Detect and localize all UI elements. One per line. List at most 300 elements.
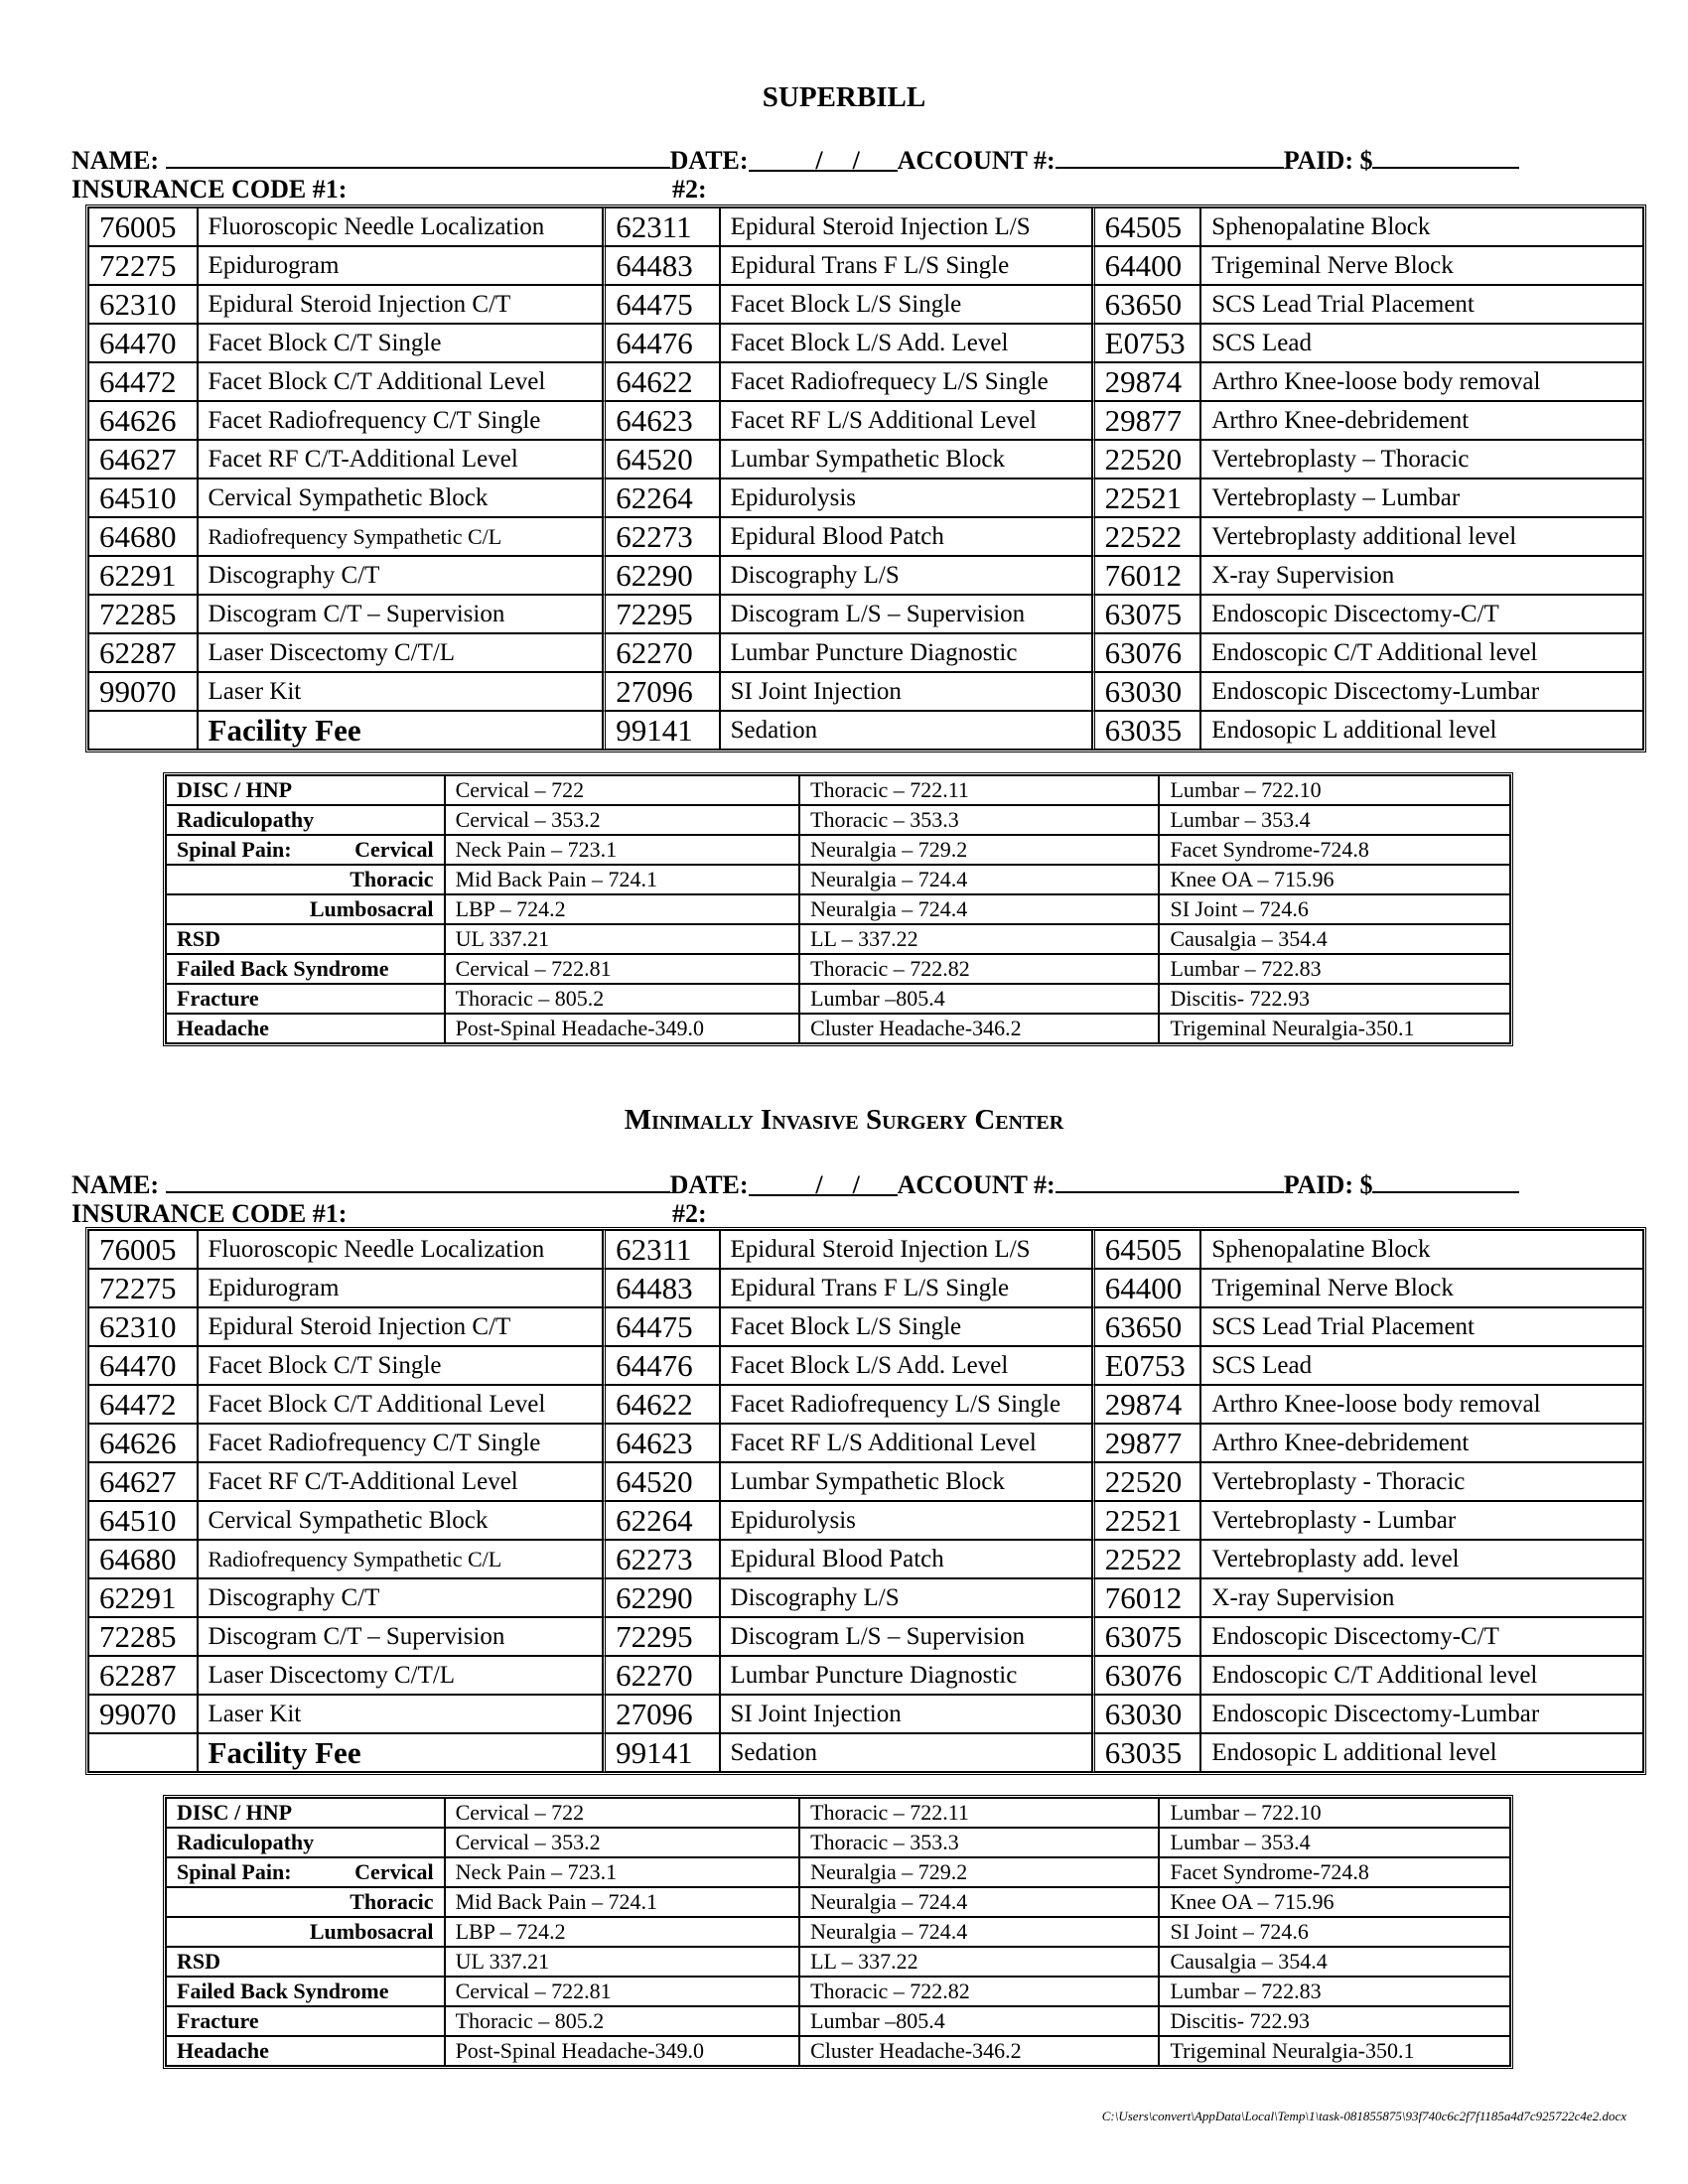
diagnosis-code: Neuralgia – 724.4 [799, 1887, 1159, 1917]
procedure-code: 64626 [88, 1424, 198, 1462]
procedure-description: Discogram L/S – Supervision [720, 1617, 1092, 1656]
diagnosis-subcategory-label: Lumbosacral [309, 896, 434, 921]
account-label: ACCOUNT #: [897, 146, 1055, 175]
diagnosis-code: Facet Syndrome-724.8 [1159, 835, 1510, 865]
date-field[interactable] [749, 1170, 898, 1199]
procedure-description: Epidural Steroid Injection C/T [198, 1307, 604, 1346]
diagnosis-code: Mid Back Pain – 724.1 [445, 1887, 800, 1917]
procedure-code: 64505 [1092, 1230, 1201, 1269]
procedure-code: 64510 [88, 478, 198, 517]
procedure-code: 64470 [88, 1346, 198, 1385]
diagnosis-code: Neck Pain – 723.1 [445, 1857, 800, 1887]
procedure-description: Epidural Blood Patch [720, 517, 1092, 556]
procedure-description: Discography L/S [720, 1578, 1092, 1617]
procedure-code: 62310 [88, 285, 198, 324]
procedure-code: 99070 [88, 1695, 198, 1733]
procedure-code: 22522 [1092, 1540, 1201, 1578]
procedure-description: Discography L/S [720, 556, 1092, 595]
diagnosis-code: Thoracic – 722.82 [799, 1977, 1159, 2006]
procedure-description: Trigeminal Nerve Block [1200, 246, 1643, 285]
diagnosis-code: Lumbar – 722.10 [1159, 1798, 1510, 1828]
procedure-description: Epidural Steroid Injection L/S [720, 1230, 1092, 1269]
diagnosis-category [166, 984, 445, 1014]
procedure-description: Facet Block C/T Single [198, 1346, 604, 1385]
diagnosis-code: Neck Pain – 723.1 [445, 835, 800, 865]
diagnosis-row [166, 1917, 1510, 1947]
diagnosis-row [166, 775, 1510, 805]
diagnosis-code: LBP – 724.2 [445, 1917, 800, 1947]
procedure-description: Lumbar Sympathetic Block [720, 1462, 1092, 1501]
diagnosis-code: Cervical – 722.81 [445, 954, 800, 984]
diagnosis-category [166, 924, 445, 954]
diagnosis-category-label: Spinal Pain: [177, 837, 292, 862]
procedure-description: Sphenopalatine Block [1200, 207, 1643, 246]
procedure-code: 76005 [88, 1230, 198, 1269]
procedure-code: 64623 [603, 401, 719, 440]
diagnosis-code: Cervical – 353.2 [445, 1828, 800, 1857]
procedure-code: 64520 [603, 1462, 719, 1501]
procedure-row [88, 324, 1643, 362]
procedure-description: Facet RF L/S Additional Level [720, 1424, 1092, 1462]
procedure-description: Epidurogram [198, 246, 604, 285]
procedure-description: Facet Block C/T Additional Level [198, 1385, 604, 1424]
diagnosis-row [166, 1798, 1510, 1828]
diagnosis-subcategory-label: Cervical [354, 1859, 434, 1884]
diagnosis-code: Thoracic – 805.2 [445, 984, 800, 1014]
procedure-code: 29874 [1092, 1385, 1201, 1424]
procedure-description: SI Joint Injection [720, 672, 1092, 711]
file-path-footer: C:\Users\convert\AppData\Local\Temp\1\task-081855875\93f740c6c2f7f1185a4d7c925722c4e2.docx [1101, 2109, 1626, 2123]
procedure-row [88, 401, 1643, 440]
procedure-description: Endoscopic Discectomy-Lumbar [1200, 1695, 1643, 1733]
diagnosis-row [166, 894, 1510, 924]
diagnosis-category [166, 2006, 445, 2036]
date-slash: / [852, 1170, 860, 1199]
procedure-description: Discogram C/T – Supervision [198, 1617, 604, 1656]
procedure-code: 99141 [603, 1733, 719, 1772]
procedure-description: Facet RF C/T-Additional Level [198, 440, 604, 478]
diagnosis-category [166, 865, 445, 894]
procedure-code: 64520 [603, 440, 719, 478]
procedure-row [88, 633, 1643, 672]
procedure-description: Vertebroplasty - Thoracic [1200, 1462, 1643, 1501]
procedure-code: 29877 [1092, 401, 1201, 440]
diagnosis-code: Lumbar –805.4 [799, 984, 1159, 1014]
procedure-description: Endoscopic Discectomy-C/T [1200, 1617, 1643, 1656]
procedure-codes-table [85, 205, 1646, 752]
diagnosis-subcategory-label: Thoracic [350, 867, 434, 891]
diagnosis-category [166, 1798, 445, 1828]
name-label: NAME: [71, 146, 160, 175]
header-row-2 [71, 1199, 707, 1229]
procedure-code: 29877 [1092, 1424, 1201, 1462]
procedure-code: 64472 [88, 362, 198, 401]
diagnosis-code: Lumbar – 722.83 [1159, 1977, 1510, 2006]
diagnosis-category [166, 1857, 445, 1887]
name-label: NAME: [71, 1170, 160, 1199]
procedure-description: Discogram L/S – Supervision [720, 595, 1092, 633]
procedure-description: Vertebroplasty – Thoracic [1200, 440, 1643, 478]
procedure-row [88, 478, 1643, 517]
procedure-description: Epidurolysis [720, 478, 1092, 517]
diagnosis-code: Neuralgia – 729.2 [799, 835, 1159, 865]
procedure-code: 22520 [1092, 440, 1201, 478]
diagnosis-row [166, 865, 1510, 894]
diagnosis-category-label: Spinal Pain: [177, 1859, 292, 1884]
diagnosis-category [166, 894, 445, 924]
procedure-code: 64475 [603, 285, 719, 324]
procedure-description: Cervical Sympathetic Block [198, 478, 604, 517]
procedure-description: Facet Radiofrequency L/S Single [720, 1385, 1092, 1424]
procedure-code: 62287 [88, 633, 198, 672]
procedure-row [88, 440, 1643, 478]
procedure-code: 64472 [88, 1385, 198, 1424]
diagnosis-code: Thoracic – 722.82 [799, 954, 1159, 984]
procedure-row [88, 556, 1643, 595]
procedure-description: X-ray Supervision [1200, 556, 1643, 595]
header-row-1 [71, 1167, 1519, 1200]
procedure-row [88, 1617, 1643, 1656]
diagnosis-row [166, 1828, 1510, 1857]
procedure-code: 72285 [88, 595, 198, 633]
diagnosis-category [166, 1828, 445, 1857]
procedure-code: 63030 [1092, 672, 1201, 711]
procedure-description: Endoscopic Discectomy-Lumbar [1200, 672, 1643, 711]
procedure-description: Vertebroplasty additional level [1200, 517, 1643, 556]
procedure-code: 64400 [1092, 246, 1201, 285]
procedure-code: 62290 [603, 556, 719, 595]
diagnosis-category [166, 1977, 445, 2006]
procedure-description: Discogram C/T – Supervision [198, 595, 604, 633]
procedure-description: Laser Discectomy C/T/L [198, 1656, 604, 1695]
procedure-code: 63035 [1092, 1733, 1201, 1772]
procedure-description: Radiofrequency Sympathetic C/L [198, 517, 604, 556]
procedure-description: Radiofrequency Sympathetic C/L [198, 1540, 604, 1578]
diagnosis-category-label: Fracture [177, 2008, 259, 2033]
account-field[interactable] [1055, 143, 1284, 169]
diagnosis-code: Trigeminal Neuralgia-350.1 [1159, 2036, 1510, 2066]
account-label: ACCOUNT #: [897, 1170, 1055, 1199]
diagnosis-row [166, 2006, 1510, 2036]
insurance-code-2-label: #2: [672, 1199, 707, 1228]
procedure-code: 72285 [88, 1617, 198, 1656]
procedure-code: 27096 [603, 1695, 719, 1733]
procedure-code: 64476 [603, 324, 719, 362]
paid-label: PAID: $ [1283, 146, 1373, 175]
procedure-code: 63076 [1092, 633, 1201, 672]
procedure-code: 76012 [1092, 1578, 1201, 1617]
diagnosis-code: Lumbar –805.4 [799, 2006, 1159, 2036]
diagnosis-code: Knee OA – 715.96 [1159, 865, 1510, 894]
diagnosis-category-label: DISC / HNP [177, 777, 293, 802]
procedure-code: 62273 [603, 517, 719, 556]
diagnosis-category [166, 805, 445, 835]
procedure-row [88, 595, 1643, 633]
account-field[interactable] [1055, 1167, 1284, 1193]
procedure-description: Arthro Knee-debridement [1200, 1424, 1643, 1462]
procedure-row [88, 1346, 1643, 1385]
procedure-code: 62273 [603, 1540, 719, 1578]
procedure-code: 72275 [88, 1269, 198, 1307]
procedure-description: Cervical Sympathetic Block [198, 1501, 604, 1540]
procedure-description: Endosopic L additional level [1200, 1733, 1643, 1772]
procedure-description: Vertebroplasty – Lumbar [1200, 478, 1643, 517]
diagnosis-category-label: Headache [177, 1016, 269, 1040]
procedure-code: 63650 [1092, 1307, 1201, 1346]
diagnosis-code: Causalgia – 354.4 [1159, 924, 1510, 954]
procedure-codes-table [85, 1227, 1646, 1775]
procedure-code: 22521 [1092, 1501, 1201, 1540]
diagnosis-code: Post-Spinal Headache-349.0 [445, 1014, 800, 1043]
procedure-code: 64400 [1092, 1269, 1201, 1307]
diagnosis-category-label: Failed Back Syndrome [177, 956, 389, 981]
header-row-1 [71, 143, 1519, 176]
procedure-description: Facility Fee [198, 1733, 604, 1772]
procedure-row [88, 1462, 1643, 1501]
procedure-description: Lumbar Puncture Diagnostic [720, 1656, 1092, 1695]
diagnosis-category [166, 1887, 445, 1917]
procedure-description: Discography C/T [198, 556, 604, 595]
procedure-code: 63076 [1092, 1656, 1201, 1695]
diagnosis-category-label: Radiculopathy [177, 1830, 315, 1854]
procedure-code: 63650 [1092, 285, 1201, 324]
diagnosis-row [166, 1947, 1510, 1977]
procedure-description: Sphenopalatine Block [1200, 1230, 1643, 1269]
diagnosis-code: SI Joint – 724.6 [1159, 894, 1510, 924]
diagnosis-code: SI Joint – 724.6 [1159, 1917, 1510, 1947]
procedure-code: 63030 [1092, 1695, 1201, 1733]
diagnosis-category [166, 1917, 445, 1947]
diagnosis-code: Cluster Headache-346.2 [799, 2036, 1159, 2066]
procedure-code: 62291 [88, 556, 198, 595]
procedure-description: Arthro Knee-loose body removal [1200, 362, 1643, 401]
diagnosis-row [166, 2036, 1510, 2066]
diagnosis-code: Lumbar – 353.4 [1159, 805, 1510, 835]
procedure-row [88, 207, 1643, 246]
procedure-description: Epidural Trans F L/S Single [720, 1269, 1092, 1307]
procedure-description: Facet Block C/T Single [198, 324, 604, 362]
procedure-description: Facet Block L/S Add. Level [720, 1346, 1092, 1385]
procedure-code: 63075 [1092, 595, 1201, 633]
procedure-code: 64505 [1092, 207, 1201, 246]
procedure-code: 22522 [1092, 517, 1201, 556]
diagnosis-code: Knee OA – 715.96 [1159, 1887, 1510, 1917]
procedure-code: 72275 [88, 246, 198, 285]
procedure-description: Facet Block L/S Single [720, 1307, 1092, 1346]
procedure-code: 62311 [603, 1230, 719, 1269]
diagnosis-category-label: DISC / HNP [177, 1800, 293, 1825]
procedure-code: 63075 [1092, 1617, 1201, 1656]
diagnosis-code: Cervical – 722 [445, 775, 800, 805]
date-slash: / [852, 146, 860, 175]
diagnosis-code: Lumbar – 353.4 [1159, 1828, 1510, 1857]
procedure-description: Facet Radiofrequency C/T Single [198, 1424, 604, 1462]
diagnosis-code: Trigeminal Neuralgia-350.1 [1159, 1014, 1510, 1043]
diagnosis-code: Post-Spinal Headache-349.0 [445, 2036, 800, 2066]
diagnosis-row [166, 954, 1510, 984]
procedure-description: Endoscopic C/T Additional level [1200, 1656, 1643, 1695]
date-label: DATE: [669, 146, 749, 175]
procedure-code: 64680 [88, 1540, 198, 1578]
diagnosis-row [166, 1887, 1510, 1917]
procedure-description: Facet RF L/S Additional Level [720, 401, 1092, 440]
procedure-code: 64622 [603, 362, 719, 401]
procedure-row [88, 711, 1643, 750]
diagnosis-row [166, 805, 1510, 835]
procedure-row [88, 517, 1643, 556]
procedure-code: 62291 [88, 1578, 198, 1617]
procedure-code: 62264 [603, 1501, 719, 1540]
procedure-code: 62310 [88, 1307, 198, 1346]
insurance-code-1-label: INSURANCE CODE #1: [71, 175, 348, 204]
procedure-code: 64470 [88, 324, 198, 362]
procedure-description: X-ray Supervision [1200, 1578, 1643, 1617]
diagnosis-code: Lumbar – 722.83 [1159, 954, 1510, 984]
procedure-code: 64680 [88, 517, 198, 556]
diagnosis-code: LL – 337.22 [799, 924, 1159, 954]
procedure-description: Lumbar Sympathetic Block [720, 440, 1092, 478]
procedure-row [88, 1695, 1643, 1733]
procedure-description: Facet RF C/T-Additional Level [198, 1462, 604, 1501]
procedure-description: Facet Radiofrequency C/T Single [198, 401, 604, 440]
procedure-code: 63035 [1092, 711, 1201, 750]
diagnosis-category-label: RSD [177, 926, 221, 951]
procedure-description: SCS Lead [1200, 324, 1643, 362]
procedure-description: Laser Discectomy C/T/L [198, 633, 604, 672]
procedure-description: SCS Lead Trial Placement [1200, 285, 1643, 324]
diagnosis-code: Causalgia – 354.4 [1159, 1947, 1510, 1977]
diagnosis-row [166, 984, 1510, 1014]
procedure-description: Epidural Blood Patch [720, 1540, 1092, 1578]
diagnosis-category [166, 1014, 445, 1043]
procedure-description: Sedation [720, 711, 1092, 750]
insurance-code-2-label: #2: [672, 175, 707, 204]
procedure-code: 72295 [603, 1617, 719, 1656]
procedure-description: Trigeminal Nerve Block [1200, 1269, 1643, 1307]
procedure-row [88, 1578, 1643, 1617]
procedure-code: E0753 [1092, 1346, 1201, 1385]
procedure-code: 22521 [1092, 478, 1201, 517]
procedure-description: Arthro Knee-debridement [1200, 401, 1643, 440]
procedure-row [88, 1501, 1643, 1540]
diagnosis-code: Mid Back Pain – 724.1 [445, 865, 800, 894]
procedure-description: Vertebroplasty add. level [1200, 1540, 1643, 1578]
procedure-description: Laser Kit [198, 1695, 604, 1733]
procedure-code: 76012 [1092, 556, 1201, 595]
procedure-row [88, 1540, 1643, 1578]
diagnosis-code: Cervical – 722.81 [445, 1977, 800, 2006]
diagnosis-code: Thoracic – 722.11 [799, 1798, 1159, 1828]
procedure-description: Facet Radiofrequecy L/S Single [720, 362, 1092, 401]
date-slash: / [815, 1170, 823, 1199]
diagnosis-code: Thoracic – 353.3 [799, 805, 1159, 835]
procedure-code: 62270 [603, 1656, 719, 1695]
paid-field[interactable] [1372, 143, 1519, 169]
procedure-code: 62287 [88, 1656, 198, 1695]
procedure-code: 76005 [88, 207, 198, 246]
procedure-row [88, 362, 1643, 401]
procedure-description: Endoscopic Discectomy-C/T [1200, 595, 1643, 633]
diagnosis-code: Discitis- 722.93 [1159, 984, 1510, 1014]
diagnosis-category-label: Headache [177, 2038, 269, 2063]
procedure-code: 99141 [603, 711, 719, 750]
diagnosis-subcategory-label: Thoracic [350, 1889, 434, 1914]
diagnosis-code: Facet Syndrome-724.8 [1159, 1857, 1510, 1887]
procedure-row [88, 1307, 1643, 1346]
procedure-description: Vertebroplasty - Lumbar [1200, 1501, 1643, 1540]
header-row-2 [71, 175, 707, 205]
procedure-code: 72295 [603, 595, 719, 633]
diagnosis-code: Thoracic – 722.11 [799, 775, 1159, 805]
procedure-description: Facet Block L/S Add. Level [720, 324, 1092, 362]
diagnosis-code: UL 337.21 [445, 924, 800, 954]
procedure-row [88, 1269, 1643, 1307]
procedure-description: Facility Fee [198, 711, 604, 750]
date-field[interactable] [749, 146, 898, 175]
diagnosis-category [166, 954, 445, 984]
diagnosis-category-label: Radiculopathy [177, 807, 315, 832]
diagnosis-code: Neuralgia – 729.2 [799, 1857, 1159, 1887]
diagnosis-code: LBP – 724.2 [445, 894, 800, 924]
diagnosis-code: Cervical – 353.2 [445, 805, 800, 835]
procedure-description: Lumbar Puncture Diagnostic [720, 633, 1092, 672]
name-field[interactable] [166, 143, 670, 169]
diagnosis-code: Cluster Headache-346.2 [799, 1014, 1159, 1043]
procedure-code: 62270 [603, 633, 719, 672]
diagnosis-code: Neuralgia – 724.4 [799, 865, 1159, 894]
procedure-description: SI Joint Injection [720, 1695, 1092, 1733]
date-label: DATE: [669, 1170, 749, 1199]
procedure-description: Sedation [720, 1733, 1092, 1772]
diagnosis-codes-table [163, 1795, 1513, 2069]
procedure-row [88, 1385, 1643, 1424]
diagnosis-category [166, 835, 445, 865]
diagnosis-subcategory-label: Lumbosacral [309, 1919, 434, 1944]
diagnosis-subcategory-label: Cervical [354, 837, 434, 862]
procedure-code [88, 1733, 198, 1772]
procedure-code: 64627 [88, 440, 198, 478]
procedure-code: 64627 [88, 1462, 198, 1501]
date-slash: / [815, 146, 823, 175]
procedure-description: Fluoroscopic Needle Localization [198, 1230, 604, 1269]
diagnosis-category [166, 1947, 445, 1977]
diagnosis-category [166, 2036, 445, 2066]
procedure-code: 64626 [88, 401, 198, 440]
name-field[interactable] [166, 1167, 670, 1193]
diagnosis-code: Thoracic – 805.2 [445, 2006, 800, 2036]
procedure-code: 62290 [603, 1578, 719, 1617]
procedure-description: Endosopic L additional level [1200, 711, 1643, 750]
procedure-code: 99070 [88, 672, 198, 711]
procedure-code: 64483 [603, 1269, 719, 1307]
procedure-description: Endoscopic C/T Additional level [1200, 633, 1643, 672]
procedure-code: 62264 [603, 478, 719, 517]
page-title: SUPERBILL [762, 81, 926, 113]
procedure-code: 22520 [1092, 1462, 1201, 1501]
procedure-row [88, 285, 1643, 324]
diagnosis-code: Discitis- 722.93 [1159, 2006, 1510, 2036]
procedure-row [88, 1230, 1643, 1269]
diagnosis-code: UL 337.21 [445, 1947, 800, 1977]
procedure-description: SCS Lead [1200, 1346, 1643, 1385]
diagnosis-code: Neuralgia – 724.4 [799, 1917, 1159, 1947]
procedure-description: Discography C/T [198, 1578, 604, 1617]
diagnosis-codes-table [163, 772, 1513, 1046]
procedure-code: 29874 [1092, 362, 1201, 401]
diagnosis-row [166, 835, 1510, 865]
diagnosis-row [166, 924, 1510, 954]
paid-field[interactable] [1372, 1167, 1519, 1193]
